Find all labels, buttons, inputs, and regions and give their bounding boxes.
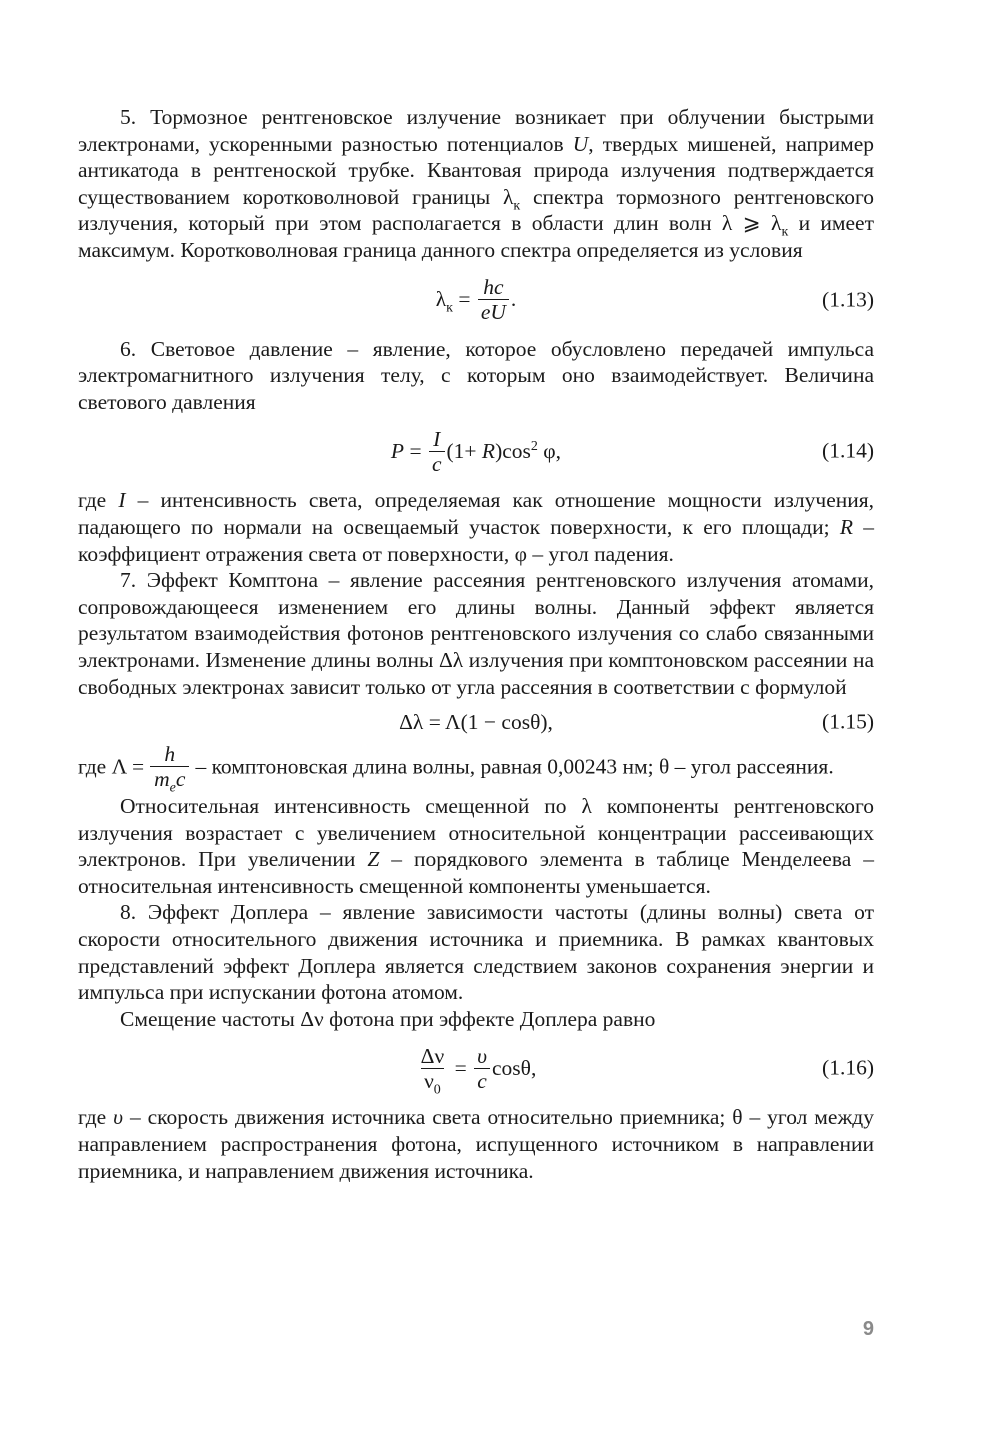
paragraph-light-pressure: 6. Световое давление – явление, которое обусловлено передачей импульса электромагнитного излучения телу, с которым оно взаимодействует. Величина светового давления <box>78 336 874 414</box>
paragraph-light-pressure-where: где I – интенсивность света, определяемая как отношение мощности излучения, падающего по нормали на освещаемый участок поверхности, к его площади; R – коэффициент отражения света от поверхности, φ – угол падения. <box>78 488 875 566</box>
paragraph-compton-where: где Λ = $\frac{h}{m_ec}$ – комптоновская длина волны, равная 0,00243 нм; θ – угол рассеяния. <box>78 742 834 796</box>
paragraph-bremsstrahlung: 5. Тормозное рентгеновское излучение возникает при облучении быстрыми электронами, ускоренными разностью потенциалов U, твердых мишеней, например антикатода в рентгеноской трубке. Квантовая природа излучения подтверждается существованием коротковолновой границы $\lambda_к$ спектра тормозного рентгеновского излучения, который при этом располагается в области длин волн λ ⩾ $\lambda_к$ и имеет максимум. Коротковолновая граница данного спектра определяется из условия <box>78 105 874 262</box>
equation-number: (1.16) <box>822 1056 874 1081</box>
equation-number: (1.15) <box>822 709 874 734</box>
equation-1-15: Δλ = Λ(1 − cosθ), (1.15) <box>399 709 874 734</box>
equation-1-13: $\lambda_к$ = $\frac{hc}{eU}$ . (1.13) <box>435 275 874 325</box>
paragraph-doppler-where: где υ – скорость движения источника света относительно приемника; θ – угол между направлением распространения фотона, испущенного источником в направлении приемника, и направлением движения источника. <box>78 1105 874 1183</box>
equation-number: (1.13) <box>822 287 874 312</box>
paragraph-compton: 7. Эффект Комптона – явление рассеяния рентгеновского излучения атомами, сопровождающееся изменением его длины волны. Данный эффект является результатом взаимодействия фотонов рентгеновского излучения со слабо связанными электронами. Изменение длины волны Δλ излучения при комптоновском рассеянии на свободных электронах зависит только от угла рассеяния в соответствии с формулой <box>78 568 874 699</box>
paragraph-doppler-shift: Смещение частоты Δν фотона при эффекте Доплера равно <box>120 1006 656 1031</box>
equation-1-14: P = $\frac{I}{c}$ $(1+ R)\cos^2$ φ, (1.14) <box>390 426 874 476</box>
equation-1-16: $\frac{\Delta\nu}{\nu_0}$ = $\frac{\upsilon}{c}$ cosθ, (1.16) <box>420 1043 874 1098</box>
equation-number: (1.14) <box>822 439 874 464</box>
paragraph-relative-intensity: Относительная интенсивность смещенной по λ компоненты рентгеновского излучения возрастает с увеличением относительной концентрации рассеивающих электронов. При увеличении Z – порядкового элемента в таблице Менделеева – относительная интенсивность смещенной компоненты уменьшается. <box>78 794 874 898</box>
paragraph-doppler: 8. Эффект Доплера – явление зависимости частоты (длины волны) света от скорости относительного движения источника и приемника. В рамках квантовых представлений эффект Доплера является следствием законов сохранения энергии и импульса при испускании фотона атомом. <box>78 900 874 1005</box>
page-body <box>78 104 874 1184</box>
page-number: 9 <box>862 1318 874 1340</box>
